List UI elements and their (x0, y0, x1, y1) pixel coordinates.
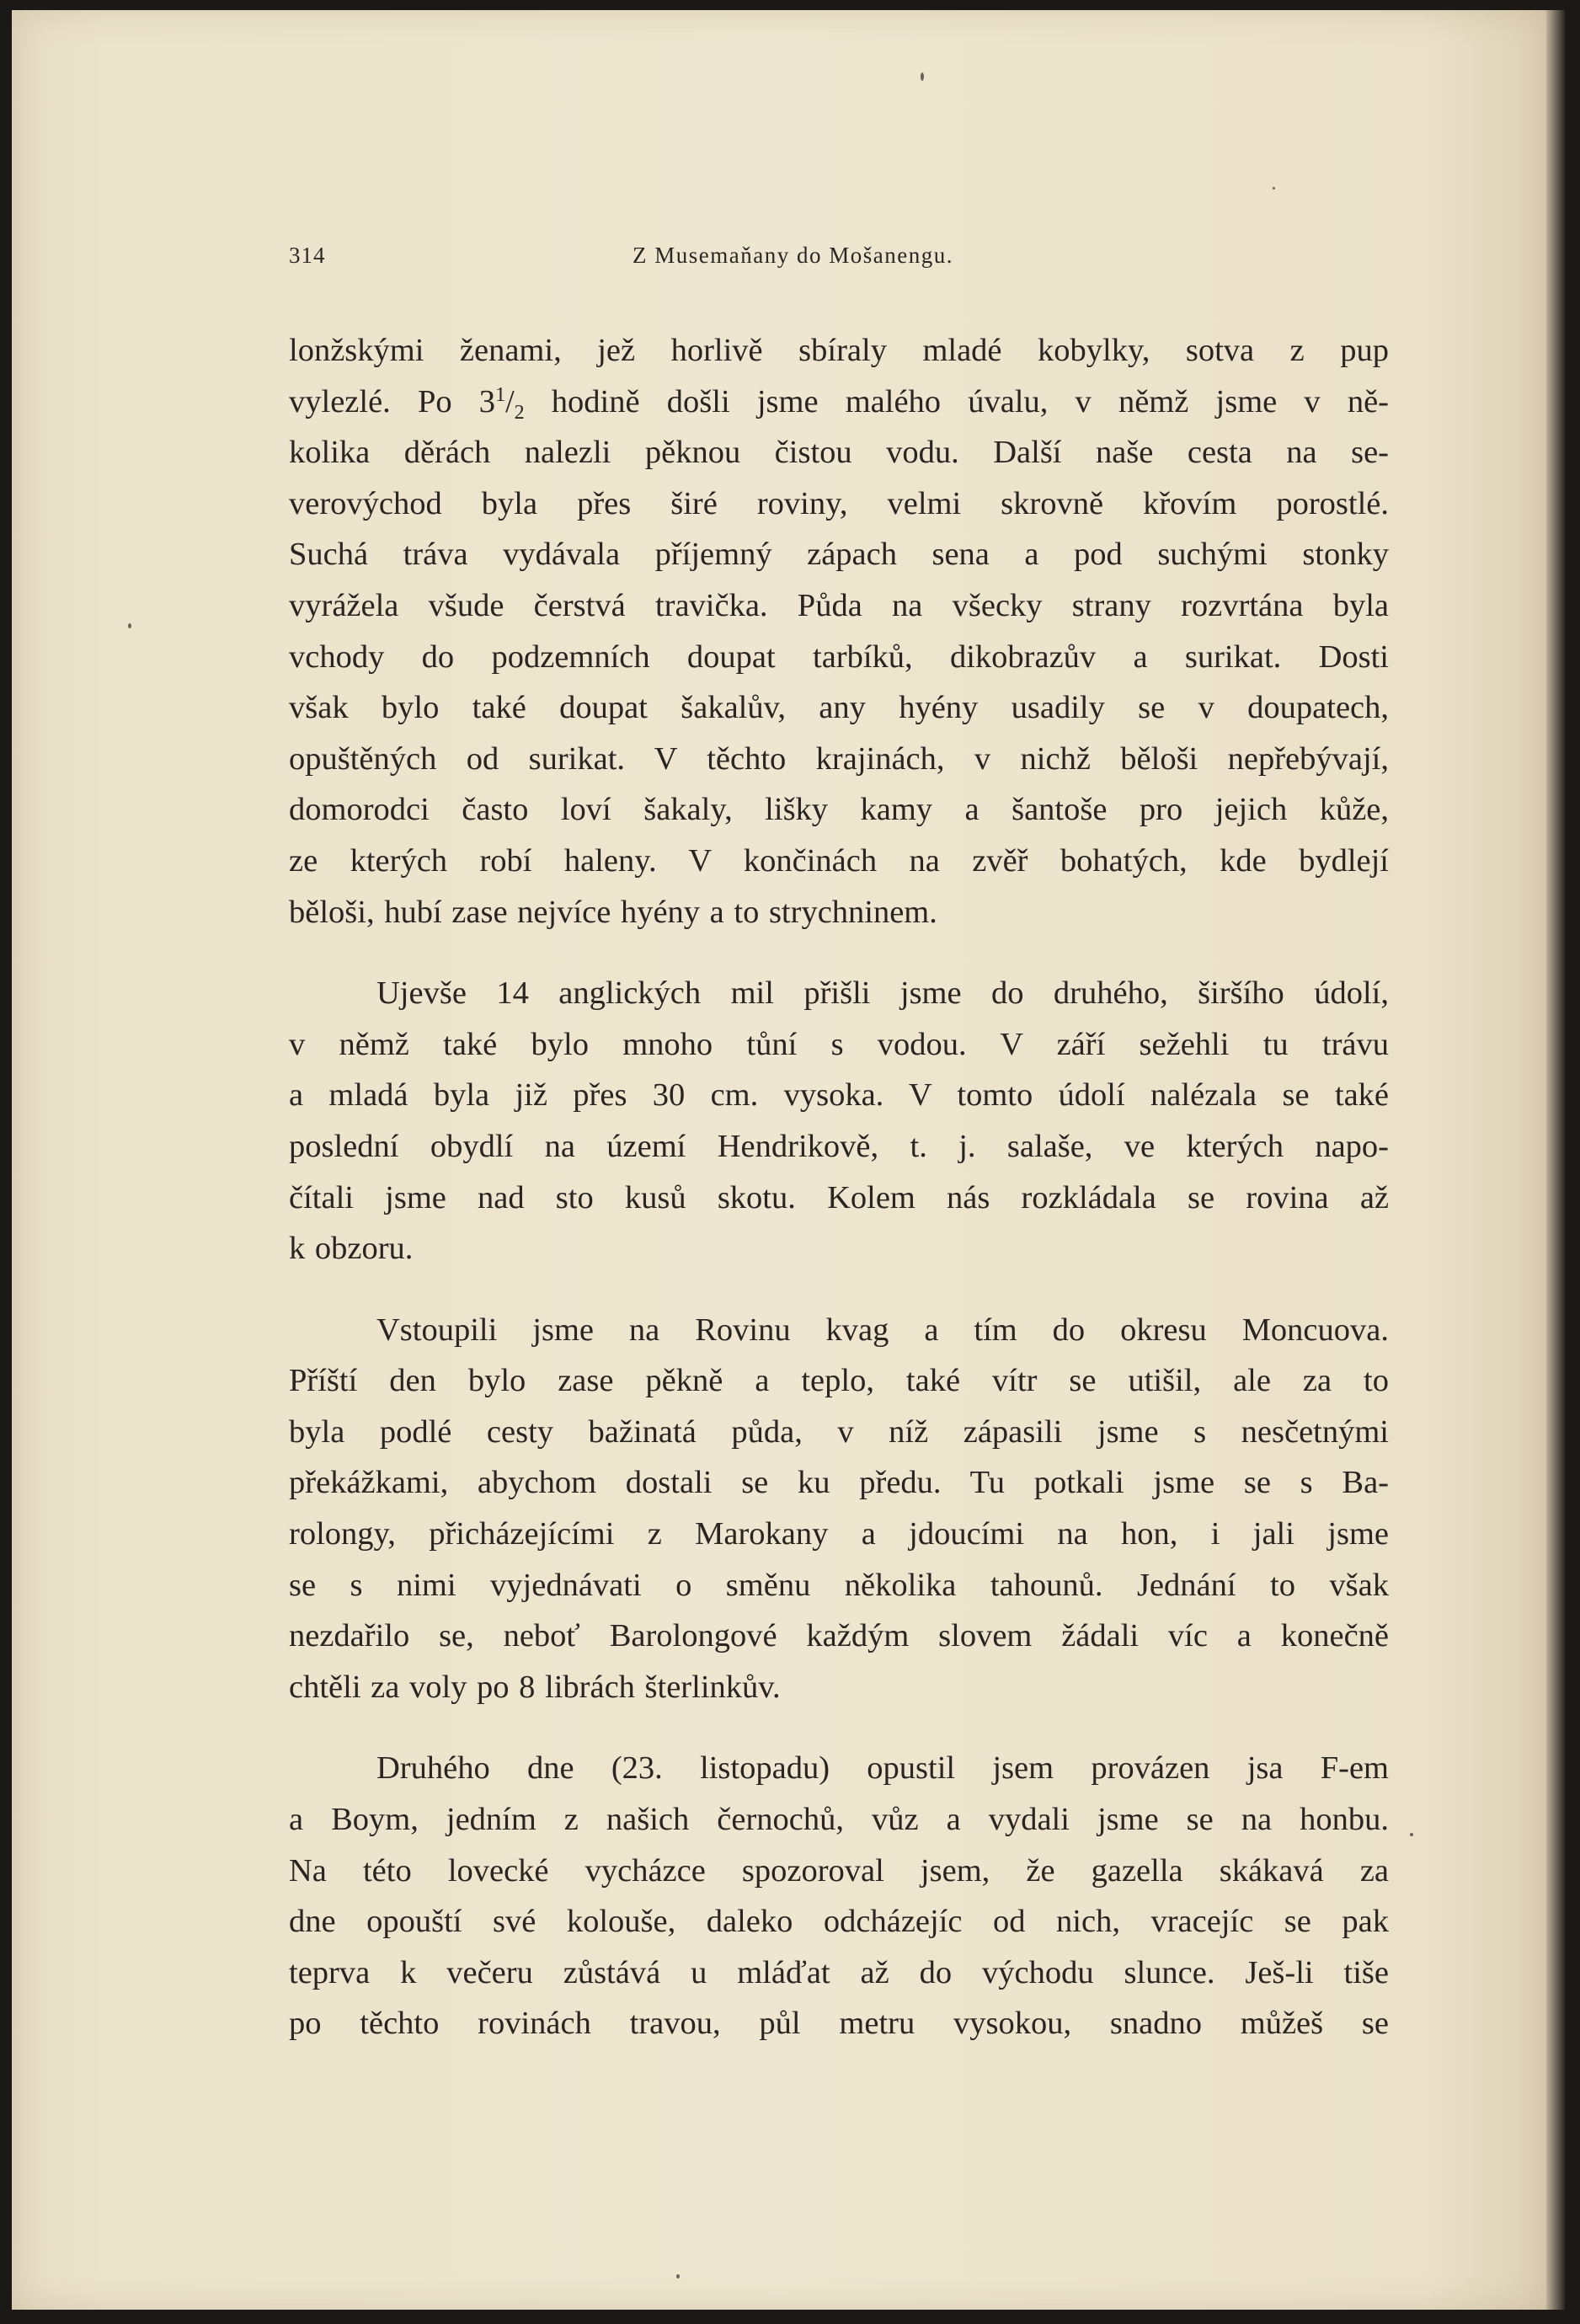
body-text (289, 325, 1389, 2049)
text-line: kolika děrách nalezli pěknou čistou vodu. Další naše cesta na se- (289, 435, 1389, 471)
paper-speck (921, 72, 924, 81)
text-line: ze kterých robí haleny. V končinách na zvěř bohatých, kde bydlejí (289, 842, 1389, 879)
text-line: dne opouští své kolouše, daleko odcházejíc od nich, vracejíc se pak (289, 1904, 1389, 1940)
text-line-with-fraction (289, 377, 1389, 428)
text-line: překážkami, abychom dostali se ku předu. Tu potkali jsme se s Ba- (289, 1465, 1389, 1501)
running-header (289, 243, 1384, 276)
text-line: a Boym, jedním z našich černochů, vůz a vydali jsme se na honbu. (289, 1802, 1389, 1838)
text-line: verovýchod byla přes širé roviny, velmi skrovně křovím porostlé. (289, 485, 1389, 521)
paragraph (289, 968, 1389, 1274)
text-line: nezdařilo se, neboť Barolongové každým slovem žádali víc a konečně (289, 1618, 1389, 1654)
text-line: Suchá tráva vydávala příjemný zápach sena a pod suchými stonky (289, 537, 1389, 573)
text-line: Ujevše 14 anglických mil přišli jsme do druhého, širšího údolí, (376, 975, 1389, 1012)
fraction-numerator: 1 (495, 383, 506, 406)
fraction-slash: / (505, 383, 515, 419)
text-line: teprva k večeru zůstává u mláďat až do východu slunce. Ješ-li tiše (289, 1954, 1389, 1990)
text-line: chtěli za voly po 8 librách šterlinkův. (289, 1669, 781, 1705)
text-line: vchody do podzemních doupat tarbíků, dikobrazův a surikat. Dosti (289, 638, 1389, 675)
paragraph (289, 325, 1389, 938)
text-line: poslední obydlí na území Hendrikově, t. j. salaše, ve kterých napo- (289, 1128, 1389, 1164)
text-line: rolongy, přicházejícími z Marokany a jdoucími na hon, i jali jsme (289, 1516, 1389, 1552)
paper-speck (676, 2274, 680, 2279)
paragraph (289, 1305, 1389, 1713)
text-line: se s nimi vyjednávati o směnu několika tahounů. Jednání to však (289, 1567, 1389, 1603)
page-number: 314 (289, 243, 326, 268)
paragraph-gap (289, 1274, 1389, 1305)
text-line: a mladá byla již přes 30 cm. vysoka. V tomto údolí nalézala se také (289, 1077, 1389, 1114)
paper-speck (1410, 1833, 1413, 1836)
paper-speck (128, 623, 131, 628)
text-line: Na této lovecké vycházce spozoroval jsem, že gazella skákavá za (289, 1852, 1389, 1889)
text-line: k obzoru. (289, 1231, 414, 1267)
text-line: Příští den bylo zase pěkně a teplo, také vítr se utišil, ale za to (289, 1363, 1389, 1399)
page-edge-shadow (1546, 10, 1565, 2310)
text-line: však bylo také doupat šakalův, any hyény usadily se v doupatech, (289, 690, 1389, 726)
text-line: po těchto rovinách travou, půl metru vysokou, snadno můžeš se (289, 2006, 1389, 2042)
paragraph-gap (289, 938, 1389, 968)
text-line: vyrážela všude čerstvá travička. Půda na všecky strany rozvrtána byla (289, 587, 1389, 623)
text-line: lonžskými ženami, jež horlivě sbíraly mladé kobylky, sotva z pup (289, 333, 1389, 368)
line-text-after: hodině došli jsme malého úvalu, v němž jsme v ně- (524, 383, 1389, 419)
running-title: Z Musemaňany do Mošanengu. (633, 243, 953, 268)
text-line: běloši, hubí zase nejvíce hyény a to strychninem. (289, 894, 937, 930)
paragraph-gap (289, 1712, 1389, 1743)
text-line: v němž také bylo mnoho tůní s vodou. V září sežehli tu trávu (289, 1026, 1389, 1062)
text-line: Vstoupili jsme na Rovinu kvag a tím do okresu Moncuova. (376, 1312, 1389, 1348)
text-line: opuštěných od surikat. V těchto krajinách, v nichž běloši nepřebývají, (289, 740, 1389, 777)
text-line: byla podlé cesty bažinatá půda, v níž zápasili jsme s nesčetnými (289, 1413, 1389, 1450)
paper-speck (1273, 187, 1275, 190)
text-line: čítali jsme nad sto kusů skotu. Kolem nás rozkládala se rovina až (289, 1179, 1389, 1215)
line-text-before: vylezlé. Po 3 (289, 383, 496, 419)
text-line: domorodci často loví šakaly, lišky kamy a šantoše pro jejich kůže, (289, 792, 1389, 828)
text-line: Druhého dne (23. listopadu) opustil jsem provázen jsa F-em (376, 1750, 1389, 1787)
fraction-denominator: 2 (514, 401, 525, 424)
paragraph (289, 1743, 1389, 2049)
